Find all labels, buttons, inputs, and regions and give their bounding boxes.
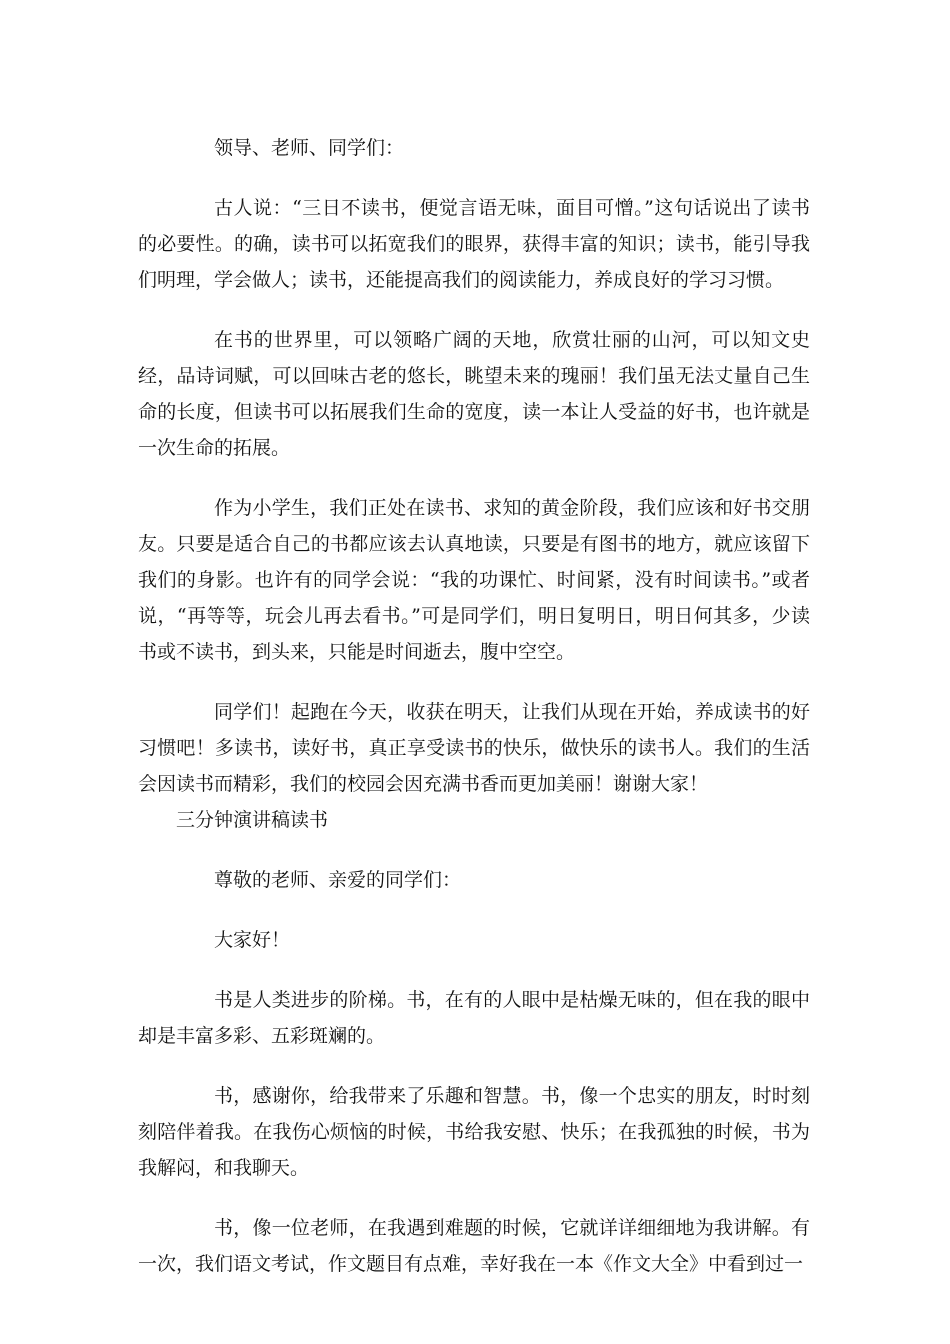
paragraph: 作为小学生，我们正处在读书、求知的黄金阶段，我们应该和好书交朋友。只要是适合自己的书都应该去认真地读，只要是有图书的地方，就应该留下我们的身影。也许有的同学会说：“我的功课忙、时间紧，没有时间读书。”或者说，“再等等，玩会儿再去看书。”可是同学们，明日复明日，明日何其多，少读书或不读书，到头来，只能是时间逝去，腹中空空。 (138, 497, 810, 663)
paragraph: 书，像一位老师，在我遇到难题的时候，它就详详细细地为我讲解。有一次，我们语文考试，作文题目有点难，幸好我在一本《作文大全》中看到过一 (138, 1217, 810, 1275)
paragraph: 在书的世界里，可以领略广阔的天地，欣赏壮丽的山河，可以知文史经，品诗词赋，可以回味古老的悠长，眺望未来的瑰丽！我们虽无法丈量自己生命的长度，但读书可以拓展我们生命的宽度，读一本让人受益的好书，也许就是一次生命的拓展。 (138, 329, 810, 459)
paragraph: 书是人类进步的阶梯。书，在有的人眼中是枯燥无味的，但在我的眼中却是丰富多彩、五彩斑斓的。 (138, 989, 810, 1047)
salutation: 领导、老师、同学们： (214, 137, 405, 159)
salutation: 尊敬的老师、亲爱的同学们： (214, 869, 462, 891)
paragraph: 书，感谢你，给我带来了乐趣和智慧。书，像一个忠实的朋友，时时刻刻陪伴着我。在我伤心烦恼的时候，书给我安慰、快乐；在我孤独的时候，书为我解闷，和我聊天。 (138, 1085, 810, 1179)
paragraph: 古人说：“三日不读书，便觉言语无味，面目可憎。”这句话说出了读书的必要性。的确，读书可以拓宽我们的眼界，获得丰富的知识；读书，能引导我们明理，学会做人；读书，还能提高我们的阅读能力，养成良好的学习习惯。 (138, 197, 810, 291)
document-body (138, 130, 810, 1282)
paragraph: 同学们！起跑在今天，收获在明天，让我们从现在开始，养成读书的好习惯吧！多读书，读好书，真正享受读书的快乐，做快乐的读书人。我们的生活会因读书而精彩，我们的校园会因充满书香而更加美丽！谢谢大家！ (138, 701, 810, 795)
section-title: 三分钟演讲稿读书 (176, 809, 329, 831)
greeting: 大家好！ (214, 929, 291, 951)
